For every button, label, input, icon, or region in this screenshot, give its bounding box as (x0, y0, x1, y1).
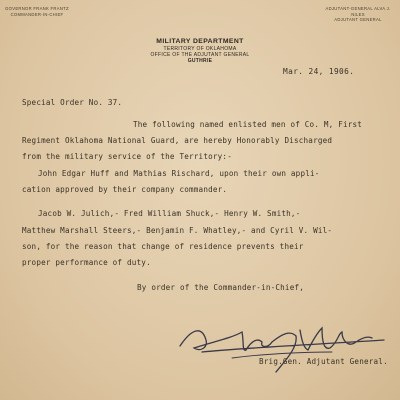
letterhead-right-block (318, 6, 398, 23)
paragraph-line: cation approved by their company commander. (22, 185, 228, 194)
paragraph-line: Matthew Marshall Steers,- Benjamin F. Whatley,- and Cyril V. Wil- (22, 226, 333, 235)
paragraph-line: proper performance of duty. (22, 258, 151, 267)
office-name: OFFICE OF THE ADJUTANT GENERAL (150, 52, 250, 58)
paragraph-line: son, for the reason that change of residence prevents their (22, 242, 304, 251)
territory-name: TERRITORY OF OKLAHOMA (163, 46, 237, 52)
adjutant-title: ADJUTANT GENERAL (334, 17, 382, 22)
letter-date: Mar. 24, 1906. (283, 67, 355, 76)
paragraph-line: The following named enlisted men of Co. M, First (133, 120, 363, 129)
paragraph-line: Regiment Oklahoma National Guard, are hereby Honorably Discharged (22, 136, 333, 145)
city-name: GUTHRIE (187, 58, 213, 64)
closing-line: By order of the Commander-in-Chief, (137, 283, 305, 292)
signer-title: Brig.Gen. Adjutant General. (259, 357, 388, 366)
governor-name: GOVERNOR FRANK FRANTZ (5, 6, 69, 11)
department-name: MILITARY DEPARTMENT (156, 38, 244, 45)
paragraph-line: Jacob W. Julich,- Fred William Shuck,- Henry W. Smith,- (38, 209, 301, 218)
letterhead-left-block (2, 6, 72, 17)
order-number: Special Order No. 37. (22, 98, 123, 107)
letterhead (0, 38, 400, 64)
paragraph-line: John Edgar Huff and Mathias Rischard, upon their own appli- (38, 169, 320, 178)
paragraph-line: from the military service of the Territory:- (22, 152, 232, 161)
governor-title: COMMANDER-IN-CHIEF (10, 11, 64, 17)
adjutant-name: ADJUTANT-GENERAL ALVA J. NILES (325, 6, 391, 17)
signature-image (172, 318, 392, 378)
